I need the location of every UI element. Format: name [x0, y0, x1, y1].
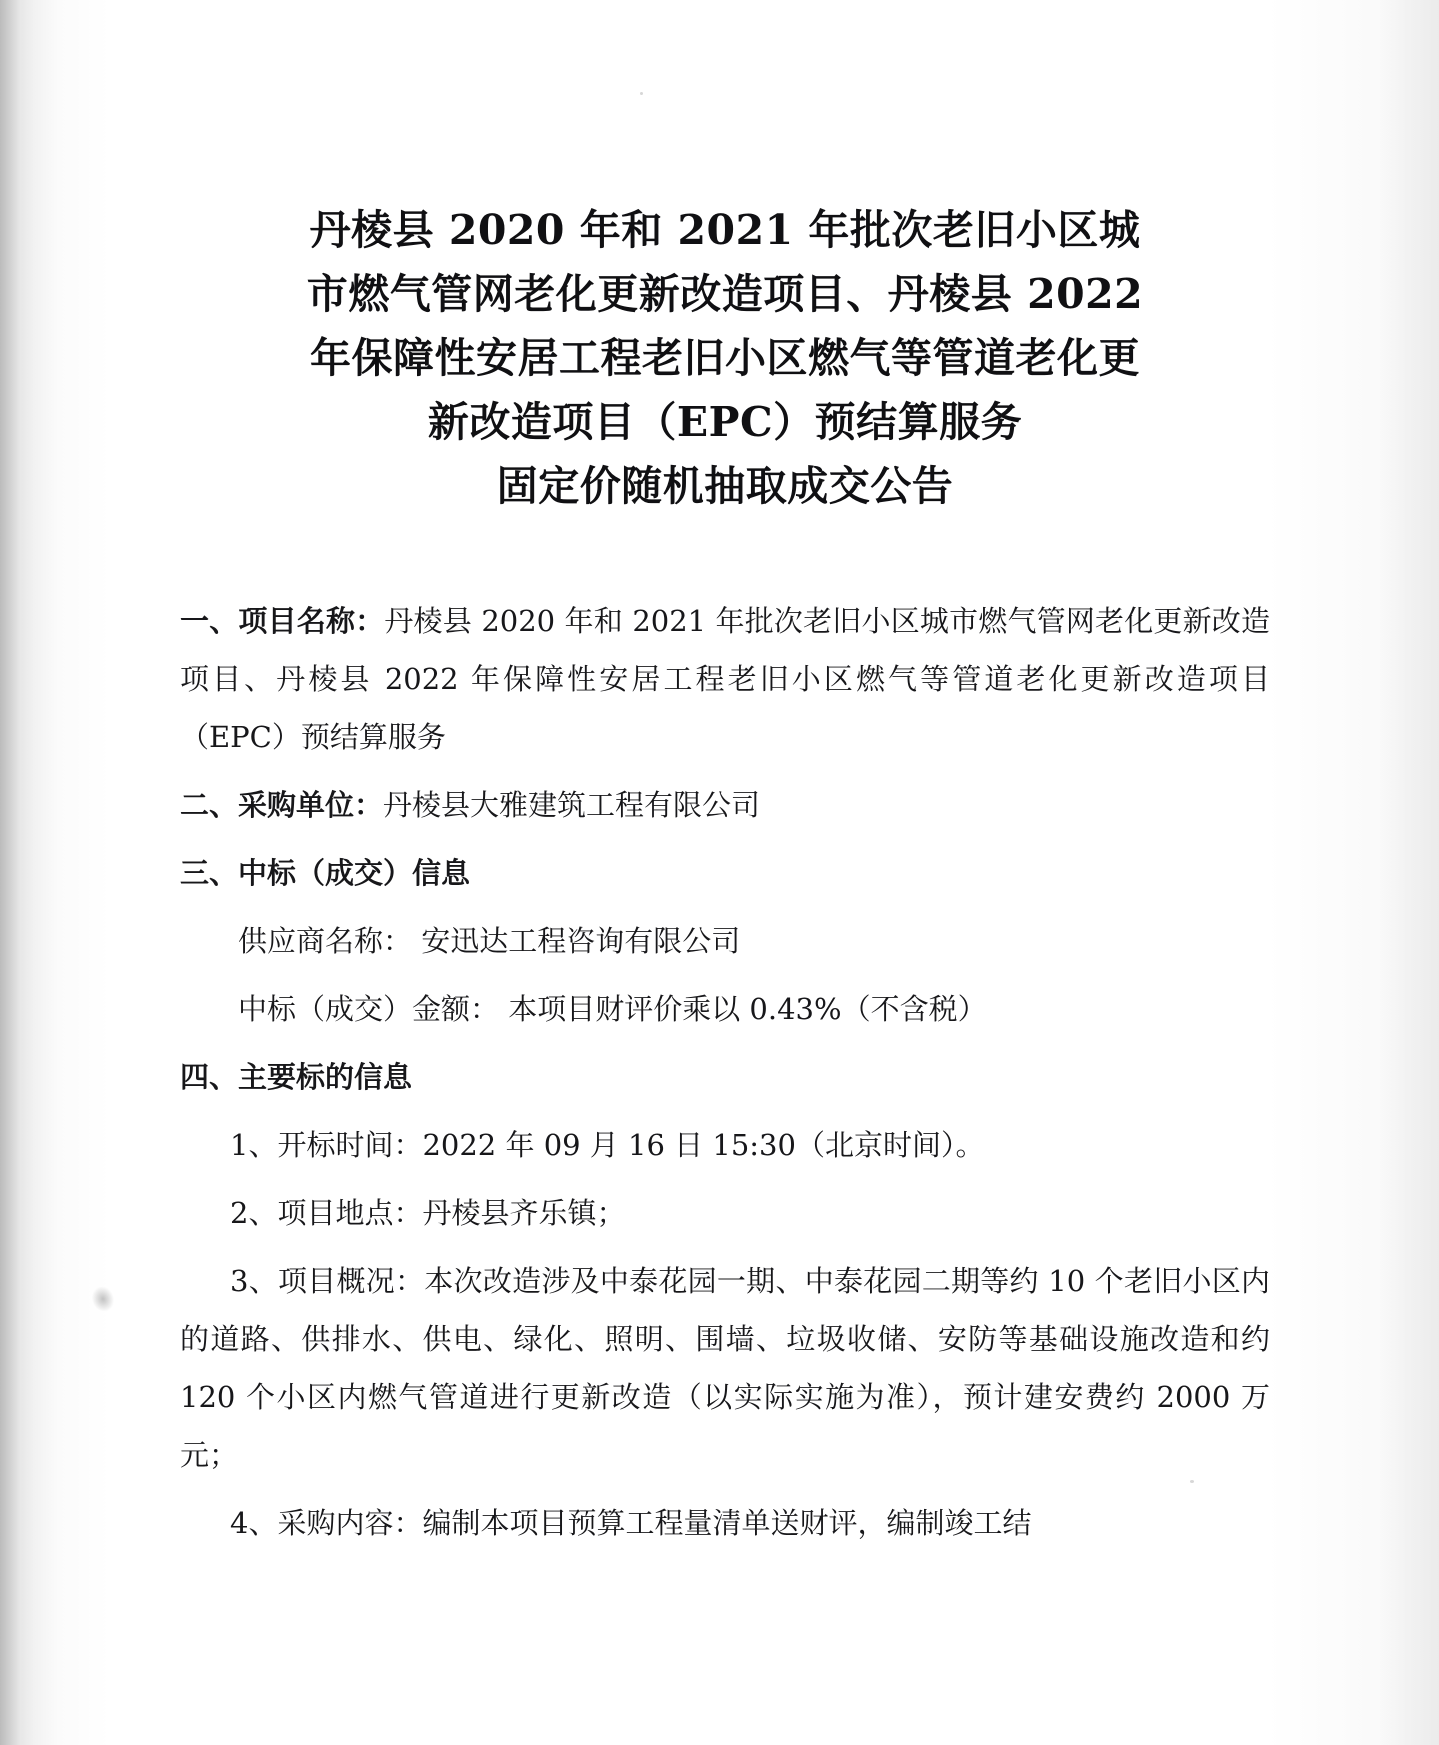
section-project-name — [180, 592, 1270, 766]
section-label-2: 二、采购单位： — [180, 788, 384, 822]
scan-smudge — [89, 1283, 118, 1315]
item-project-location: 2、项目地点：丹棱县齐乐镇； — [230, 1196, 626, 1230]
title-line-2: 市燃气管网老化更新改造项目、丹棱县 2022 — [306, 270, 1144, 318]
scan-speck — [640, 92, 643, 95]
section-text-1: 丹棱县 2020 年和 2021 年批次老旧小区城市燃气管网老化更新改造项目、丹棱县 2022 年保障性安居工程老旧小区燃气等管道老化更新改造项目（EPC）预结算服务 — [180, 604, 1270, 754]
section-label-1: 一、项目名称： — [180, 604, 385, 638]
item-bid-open-time: 1、开标时间：2022 年 09 月 16 日 15:30（北京时间）。 — [230, 1128, 985, 1162]
award-amount: 中标（成交）金额： 本项目财评价乘以 0.43%（不含税） — [238, 992, 987, 1026]
title-line-4: 新改造项目（EPC）预结算服务 — [427, 398, 1023, 446]
section-main-target-heading: 四、主要标的信息 — [180, 1060, 413, 1094]
award-supplier-name: 供应商名称： 安迅达工程咨询有限公司 — [238, 924, 741, 958]
item-project-overview: 3、项目概况：本次改造涉及中泰花园一期、中泰花园二期等约 10 个老旧小区内的道路、供排水、供电、绿化、照明、围墙、垃圾收储、安防等基础设施改造和约 120 个小区内燃气管道进行更新改造（以实际实施为准），预计建安费约 2000 万元； — [180, 1264, 1270, 1472]
scan-speck — [1190, 1480, 1194, 1483]
section-purchaser — [180, 776, 1270, 834]
title-line-3: 年保障性安居工程老旧小区燃气等管道老化更 — [310, 334, 1140, 382]
title-line-1: 丹棱县 2020 年和 2021 年批次老旧小区城 — [309, 206, 1141, 254]
section-award-info-heading: 三、中标（成交）信息 — [180, 856, 471, 890]
item-purchase-content: 4、采购内容：编制本项目预算工程量清单送财评，编制竣工结 — [230, 1506, 1032, 1540]
document-body — [180, 592, 1270, 1552]
page-title — [180, 0, 1270, 518]
title-subline: 固定价随机抽取成交公告 — [496, 462, 954, 510]
section-text-2: 丹棱县大雅建筑工程有限公司 — [383, 788, 761, 822]
document-sheet — [180, 0, 1270, 1745]
